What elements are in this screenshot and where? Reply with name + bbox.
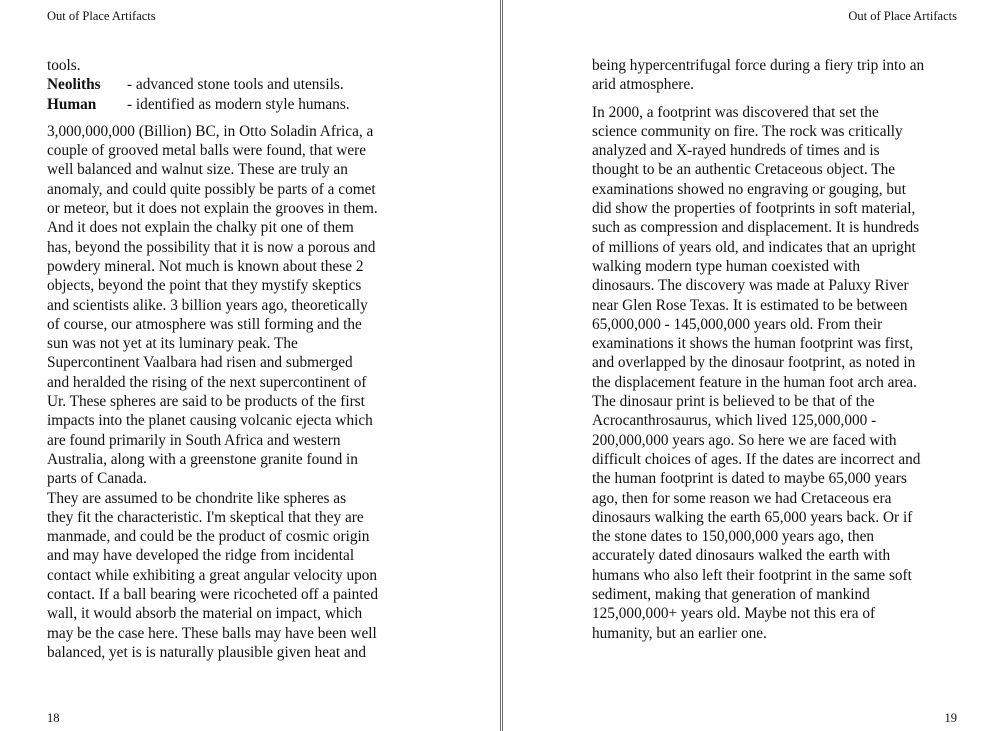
text-line: 200,000,000 years ago. So here we are faced with: [592, 431, 897, 449]
text-line: impacts into the planet causing volcanic ejecta which: [47, 412, 373, 430]
text-line: 3,000,000,000 (Billion) BC, in Otto Soladin Africa, a: [47, 122, 374, 140]
text-line: difficult choices of ages. If the dates are incorrect and: [592, 450, 921, 468]
text-line: humans who also left their footprint in the same soft: [592, 566, 912, 584]
text-line: 125,000,000+ years old. Maybe not this era of: [592, 605, 876, 623]
text-line: the displacement feature in the human foot arch area.: [592, 373, 917, 391]
text-line: examinations it shows the human footprint was first,: [592, 335, 914, 353]
text-line: are found primarily in South Africa and western: [47, 431, 341, 449]
paragraph: [47, 122, 419, 662]
page-body: [592, 56, 968, 643]
text-line: such as compression and displacement. It is hundreds: [592, 219, 920, 237]
text-line: of course, our atmosphere was still forming and the: [47, 315, 362, 333]
text-line: And it does not explain the chalky pit one of them: [47, 219, 354, 237]
text-line: the stone dates to 150,000,000 years ago, then: [592, 528, 875, 546]
text-line: and heralded the rising of the next supercontinent of: [47, 373, 367, 391]
text-line: of millions of years old, and indicates that an upright: [592, 238, 916, 256]
text-line: and may have developed the ridge from incidental: [47, 547, 355, 565]
text-line: tools.: [47, 57, 81, 74]
text-line: and scientists alike. 3 billion years ago, theoretically: [47, 296, 368, 314]
text-line: arid atmosphere.: [592, 76, 694, 94]
text-line: They are assumed to be chondrite like spheres as: [47, 489, 347, 507]
text-line: 65,000,000 - 145,000,000 years old. From their: [592, 315, 883, 333]
left-page: [0, 0, 500, 731]
text-line: near Glen Rose Texas. It is estimated to be between: [592, 296, 908, 314]
text-line: ago, then for some reason we had Cretaceous era: [592, 489, 892, 507]
running-head: Out of Place Artifacts: [47, 9, 156, 23]
page-number: 18: [47, 711, 60, 725]
text-line: manmade, and could be the product of cosmic origin: [47, 528, 370, 546]
paragraph-gap: [592, 95, 968, 103]
text-line: did show the properties of footprints in soft material,: [592, 200, 916, 218]
text-line: examinations showed no engraving or gouging, but: [592, 180, 906, 198]
text-line: the human footprint is dated to maybe 65,000 years: [592, 470, 907, 488]
glossary-definition: - identified as modern style humans.: [127, 95, 350, 113]
glossary-term: Neoliths: [47, 76, 101, 94]
text-line: contact while exhibiting a great angular velocity upon: [47, 566, 378, 584]
text-line: sediment, making that generation of mankind: [592, 586, 870, 604]
text-line: dinosaurs. The discovery was made at Paluxy River: [592, 277, 909, 295]
text-line: parts of Canada.: [47, 470, 147, 488]
glossary-entry: [47, 95, 419, 114]
glossary-term: Human: [47, 95, 97, 113]
text-line: or meteor, but it does not explain the grooves in them.: [47, 200, 378, 218]
paragraph: [592, 103, 968, 643]
text-line: objects, beyond the point that they mystify skeptics: [47, 277, 362, 295]
glossary-entry: [47, 75, 419, 94]
text-line: contact. If a ball bearing were ricocheted off a painted: [47, 586, 378, 604]
text-line: being hypercentrifugal force during a fiery trip into an: [592, 57, 925, 74]
text-line: Australia, along with a greenstone granite found in: [47, 450, 358, 468]
text-line: they fit the characteristic. I'm skeptical that they are: [47, 508, 364, 526]
text-line: In 2000, a footprint was discovered that set the: [592, 103, 879, 121]
text-line: thought to be an authentic Cretaceous object. The: [592, 161, 896, 179]
text-line: has, beyond the possibility that it is now a porous and: [47, 238, 376, 256]
text-line: anomaly, and could quite possibly be parts of a comet: [47, 180, 376, 198]
text-line: humanity, but an earlier one.: [592, 624, 767, 642]
text-line: Supercontinent Vaalbara had risen and submerged: [47, 354, 353, 372]
text-line: may be the case here. These balls may have been well: [47, 624, 377, 642]
running-head: Out of Place Artifacts: [848, 9, 957, 23]
text-line: wall, it would absorb the material on impact, which: [47, 605, 363, 623]
text-line: The dinosaur print is believed to be that of the: [592, 393, 875, 411]
text-line: powdery mineral. Not much is known about these 2: [47, 257, 364, 275]
text-line: well balanced and walnut size. These are truly an: [47, 161, 348, 179]
right-page: [503, 0, 1004, 731]
page-body: [47, 56, 419, 662]
text-line: accurately dated dinosaurs walked the earth with: [592, 547, 891, 565]
text-line: balanced, yet is is naturally plausible given heat and: [47, 643, 367, 661]
text-line: sun was not yet at its luminary peak. The: [47, 335, 298, 353]
text-line: couple of grooved metal balls were found, that were: [47, 142, 366, 160]
glossary-definition: - advanced stone tools and utensils.: [127, 76, 344, 94]
text-line: Ur. These spheres are said to be products of the first: [47, 393, 365, 411]
paragraph-gap: [47, 114, 419, 122]
text-line: dinosaurs walking the earth 65,000 years back. Or if: [592, 508, 913, 526]
text-line: Acrocanthrosaurus, which lived 125,000,000 -: [592, 412, 877, 430]
text-line: walking modern type human coexisted with: [592, 257, 861, 275]
page-number: 19: [944, 711, 957, 725]
text-line: analyzed and X-rayed hundreds of times and is: [592, 142, 880, 160]
paragraph: [592, 56, 968, 95]
text-line: and overlapped by the dinosaur footprint, as noted in: [592, 354, 916, 372]
text-line: science community on fire. The rock was critically: [592, 122, 903, 140]
